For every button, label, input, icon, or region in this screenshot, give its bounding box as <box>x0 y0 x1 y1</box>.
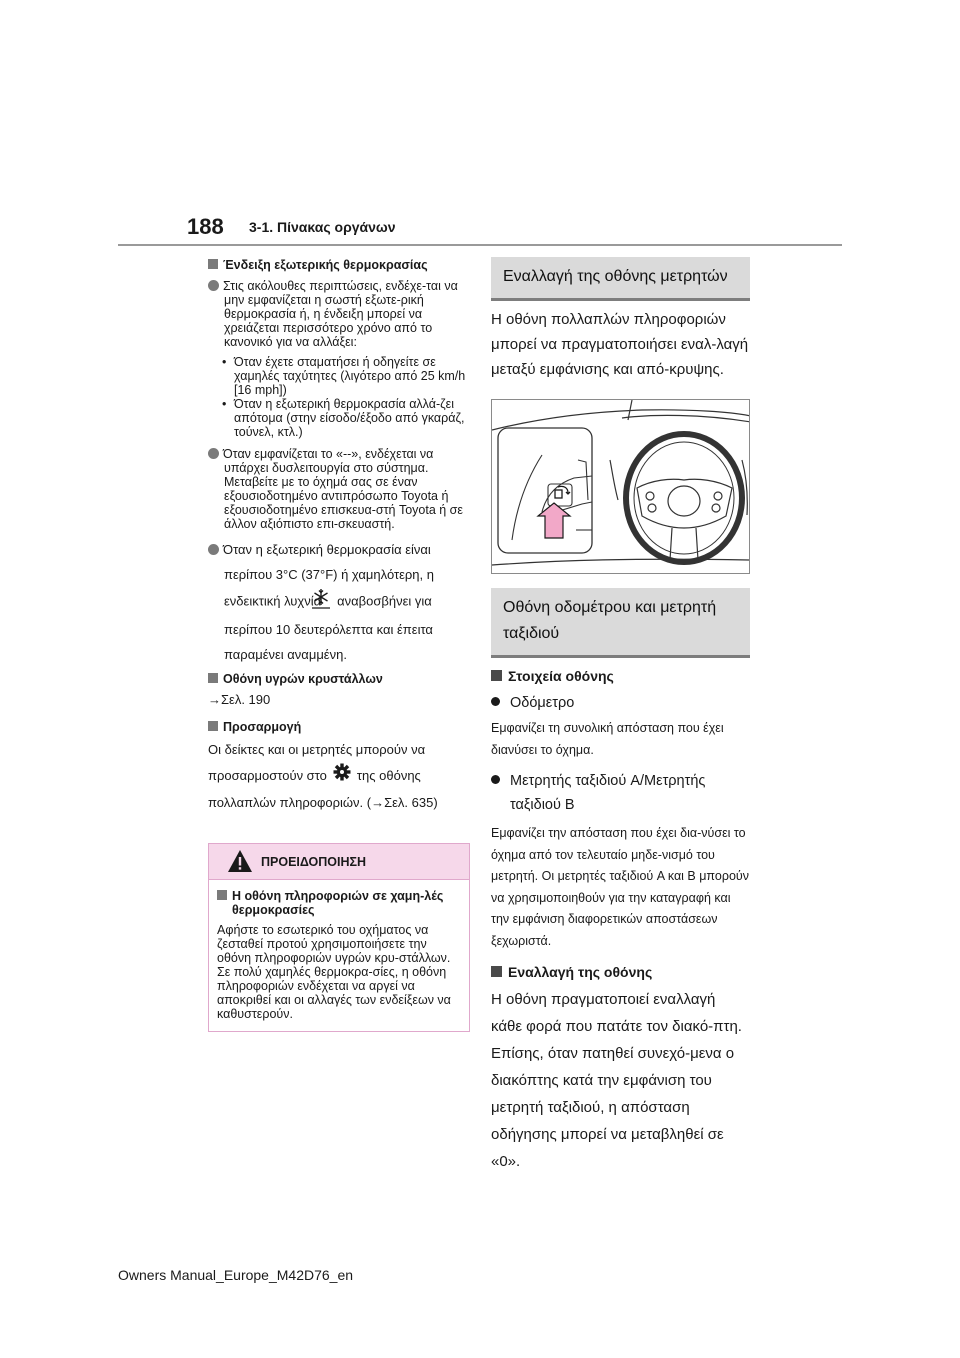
odometer-item: Οδόμετρο <box>491 691 750 715</box>
square-bullet-icon <box>217 890 227 900</box>
section-title: 3-1. Πίνακας οργάνων <box>249 219 396 235</box>
square-bullet-icon <box>208 673 218 683</box>
switch-meter-paragraph: Η οθόνη πολλαπλών πληροφοριών μπορεί να πραγματοποιήσει εναλ-λαγή μεταξύ εμφάνισης και από-κρυψης. <box>491 311 749 378</box>
list-item: • Όταν η εξωτερική θερμοκρασία αλλά-ζει απότομα (στην είσοδο/έξοδο από γκαράζ, τούνελ, κτλ.) <box>208 397 470 439</box>
lcd-page-reference[interactable]: →Σελ. 190 <box>208 692 271 707</box>
ext-temp-paragraph-2: Όταν εμφανίζεται το «--», ενδέχεται να υπάρχει δυσλειτουργία στο σύστημα. Μεταβείτε με το όχημά σας σε έναν εξουσιοδοτημένο αντιπρόσωπο Toyota ή εξουσιοδοτημένο επισκευα-στή Toyota ή σε άλλον αξιόπιστο επι-σκευαστή. <box>208 447 470 531</box>
switch-display-paragraph: Η οθόνη πραγματοποιεί εναλλαγή κάθε φορά που πατάτε τον διακό-πτη. Επίσης, όταν πατηθεί συνεχό-μενα ο διακόπτης κατά την εμφάνιση του μετρητή ταξιδιού, η απόσταση οδήγησης μπορεί να μεταβληθεί σε «0». <box>491 991 742 1170</box>
gear-icon <box>333 763 351 790</box>
customization-paragraph: Οι δείκτες και οι μετρητές μπορούν να προσαρμοστούν στο της οθόνης πολλαπλών πληροφοριών. (→Σελ. 635) <box>208 742 438 811</box>
steering-wheel-figure <box>491 399 750 574</box>
circle-bullet-icon <box>208 280 219 291</box>
square-bullet-icon <box>208 259 218 269</box>
warning-body <box>209 880 469 1031</box>
warning-heading: Η οθόνη πληροφοριών σε χαμη-λές θερμοκρασίες <box>217 889 461 917</box>
switch-meter-box-title: Εναλλαγή της οθόνης μετρητών <box>491 257 750 301</box>
snowflake-icon <box>327 587 331 617</box>
warning-header <box>209 844 469 880</box>
trip-meter-description: Εμφανίζει την απόσταση που έχει δια-νύσει το όχημα από τον τελευταίο μηδε-νισμό του μετρητή. Οι μετρητές ταξιδιού A και B μπορούν να χρησιμοποιηθούν για την καταγραφή και την εμφάνιση διαφορετικών αποστάσεων ξεχωριστά. <box>491 826 749 948</box>
warning-box <box>208 843 470 1032</box>
odometer-description: Εμφανίζει τη συνολική απόσταση που έχει διανύσει το όχημα. <box>491 721 724 757</box>
display-items-heading: Στοιχεία οθόνης <box>491 666 750 686</box>
footer-text: Owners Manual_Europe_M42D76_en <box>118 1267 354 1283</box>
circle-bullet-icon <box>491 775 500 784</box>
list-item: • Όταν έχετε σταματήσει ή οδηγείτε σε χαμηλές ταχύτητες (λιγότερο από 25 km/h [16 mph]) <box>208 355 470 397</box>
ext-temp-paragraph-1: Στις ακόλουθες περιπτώσεις, ενδέχε-ται να μην εμφανίζεται η σωστή εξωτε-ρική θερμοκρασία ή, η ένδειξη μπορεί να χρειάζεται περισσότερο χρόνο από το κανονικό για να αλλάξει: <box>208 279 470 349</box>
square-bullet-icon <box>208 721 218 731</box>
left-column <box>208 257 470 816</box>
right-column <box>491 257 750 1175</box>
warning-triangle-icon <box>227 849 253 878</box>
warning-text: Αφήστε το εσωτερικό του οχήματος να ζεσταθεί προτού χρησιμοποιήσετε την οθόνη πληροφοριών υγρών κρυ-στάλλων. Σε πολύ χαμηλές θερμοκρα-σίες, η οθόνη πληροφοριών ενδέχεται να αργεί να αποκριθεί και οι αλλαγές των ενδείξεων να καθυστερούν. <box>217 923 451 1021</box>
ext-temp-heading: Ένδειξη εξωτερικής θερμοκρασίας <box>208 257 470 273</box>
circle-bullet-icon <box>208 448 219 459</box>
circle-bullet-icon <box>208 544 219 555</box>
odometer-box-title: Οθόνη οδομέτρου και μετρητή ταξιδιού <box>491 588 750 658</box>
circle-bullet-icon <box>491 697 500 706</box>
page-header <box>187 214 837 244</box>
header-divider <box>118 244 842 246</box>
ext-temp-paragraph-3: Όταν η εξωτερική θερμοκρασία είναι περίπου 3°C (37°F) ή χαμηλότερη, η ενδεικτική λυχνία αναβοσβήνει για περίπου 10 δευτερόλεπτα και έπειτα παραμένει αναμμένη. <box>208 537 470 667</box>
lcd-heading: Οθόνη υγρών κρυστάλλων <box>208 671 470 687</box>
ext-temp-bullet-list <box>208 355 470 439</box>
square-bullet-icon <box>491 670 502 681</box>
trip-meter-item: Μετρητής ταξιδιού A/Μετρητής ταξιδιού B <box>491 769 750 817</box>
page-number: 188 <box>187 214 224 239</box>
switch-display-heading: Εναλλαγή της οθόνης <box>491 962 750 982</box>
customization-heading: Προσαρμογή <box>208 719 470 735</box>
square-bullet-icon <box>491 966 502 977</box>
warning-title: ΠΡΟΕΙΔΟΠΟΙΗΣΗ <box>261 855 367 869</box>
